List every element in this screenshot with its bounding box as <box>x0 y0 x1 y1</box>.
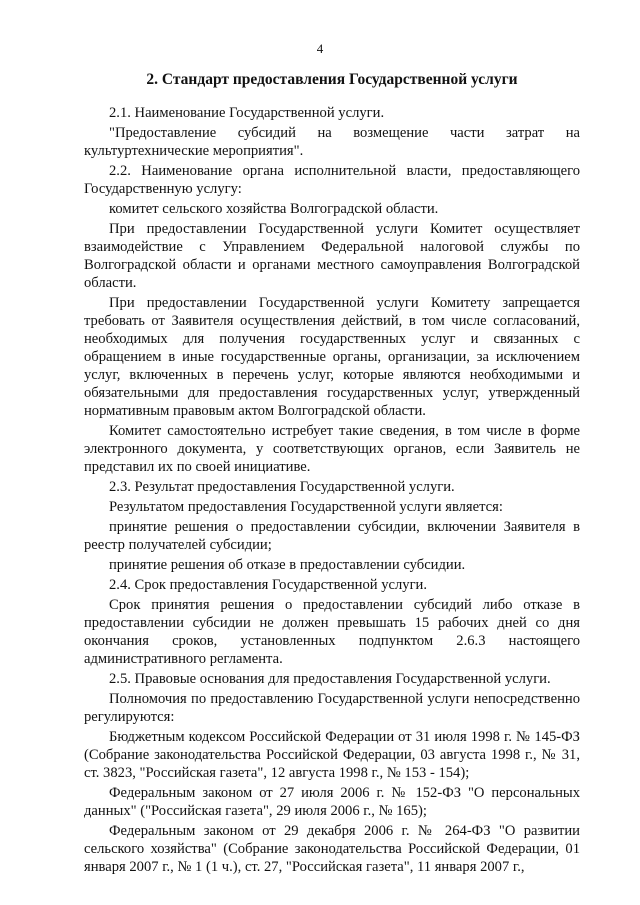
paragraph: 2.4. Срок предоставления Государственной услуги. <box>109 577 428 593</box>
paragraph: Полномочия по предоставлению Государственной услуги непосредственно регулируются: <box>84 691 580 725</box>
paragraph: При предоставлении Государственной услуги Комитету запрещается требовать от Заявителя осуществления действий, в том числе согласований, необходимых для получения государственных услуг и связанных с обращением в иные государственные органы, организации, за исключением услуг, включенных в перечень услуг, которые являются необходимыми и обязательными для предоставления государственных услуг, утвержденный нормативным правовым актом Волгоградской области. <box>84 295 580 419</box>
paragraph: 2.1. Наименование Государственной услуги. <box>109 105 385 121</box>
paragraph: Федеральным законом от 29 декабря 2006 г. № 264-ФЗ "О развитии сельского хозяйства" (Собрание законодательства Российской Федерации, 01 января 2007 г., № 1 (1 ч.), ст. 27, "Российская газета", 11 января 2007 г., <box>84 823 580 875</box>
paragraph: 2.3. Результат предоставления Государственной услуги. <box>109 479 455 495</box>
page-number: 4 <box>316 41 324 56</box>
section-heading: 2. Стандарт предоставления Государственной услуги <box>146 71 518 88</box>
paragraph: принятие решения об отказе в предоставлении субсидии. <box>109 557 466 573</box>
paragraph: 2.5. Правовые основания для предоставления Государственной услуги. <box>109 671 551 687</box>
paragraph: Результатом предоставления Государственной услуги является: <box>109 499 503 515</box>
paragraph: принятие решения о предоставлении субсидии, включении Заявителя в реестр получателей субсидии; <box>84 519 580 553</box>
paragraph: "Предоставление субсидий на возмещение части затрат на культуртехнические мероприятия". <box>84 125 580 159</box>
paragraph: Федеральным законом от 27 июля 2006 г. № 152-ФЗ "О персональных данных" ("Российская газета", 29 июля 2006 г., № 165); <box>84 785 580 819</box>
paragraph: Срок принятия решения о предоставлении субсидий либо отказе в предоставлении субсидии не должен превышать 15 рабочих дней со дня окончания сроков, установленных подпунктом 2.6.3 настоящего административного регламента. <box>84 597 580 667</box>
paragraph: Бюджетным кодексом Российской Федерации от 31 июля 1998 г. № 145-ФЗ (Собрание законодательства Российской Федерации, 03 августа 1998 г., № 31, ст. 3823, "Российская газета", 12 августа 1998 г., № 153 - 154); <box>84 729 580 781</box>
paragraph: 2.2. Наименование органа исполнительной власти, предоставляющего Государственную услугу: <box>84 163 580 197</box>
paragraph: Комитет самостоятельно истребует такие сведения, в том числе в форме электронного документа, у соответствующих органов, если Заявитель не представил их по своей инициативе. <box>84 423 580 475</box>
document-body <box>84 104 580 878</box>
paragraph: комитет сельского хозяйства Волгоградской области. <box>109 201 439 217</box>
paragraph: При предоставлении Государственной услуги Комитет осуществляет взаимодействие с Управлением Федеральной налоговой службы по Волгоградской области и органами местного самоуправления Волгоградской области. <box>84 221 580 291</box>
